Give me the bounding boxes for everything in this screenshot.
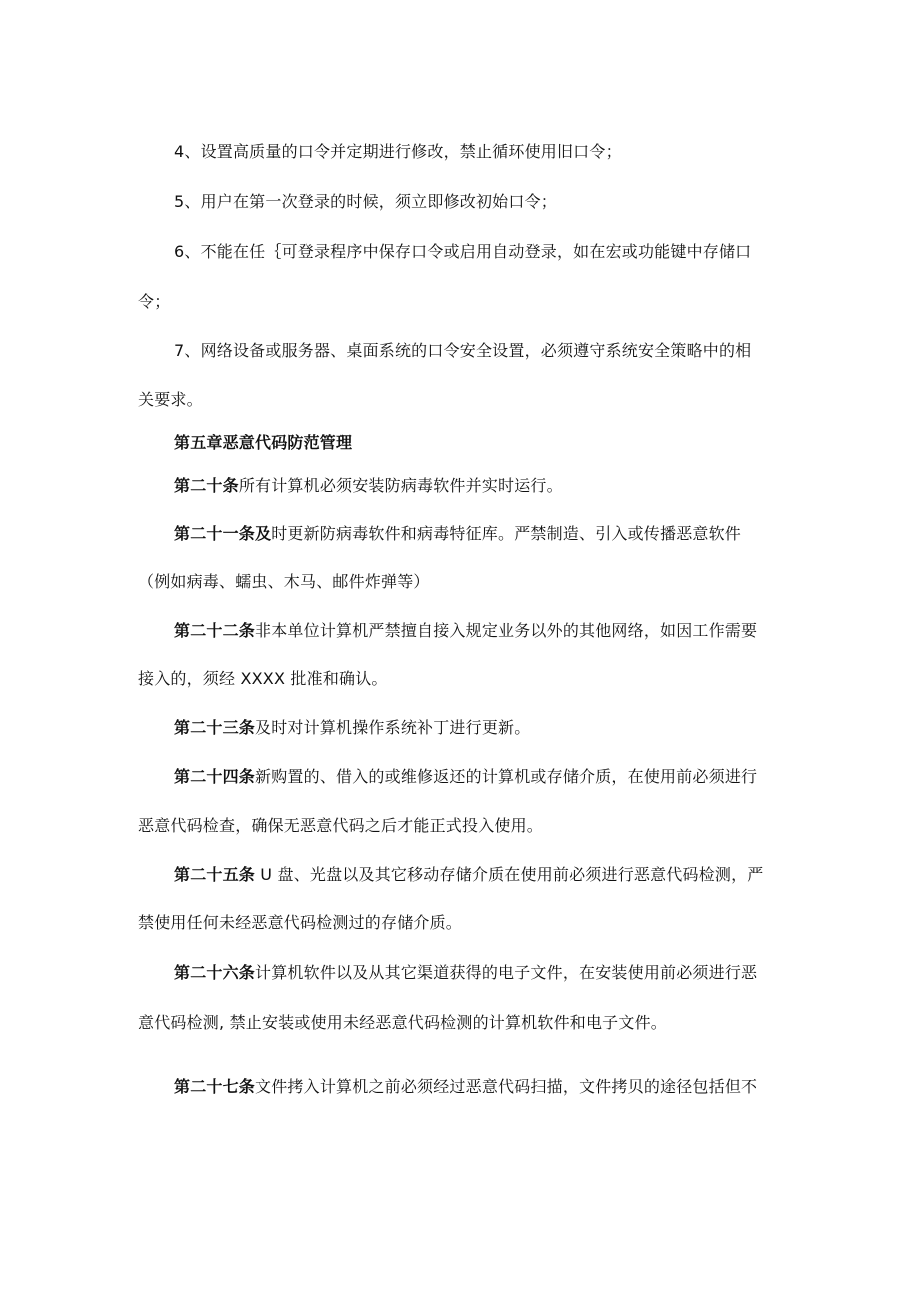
list-item-5: 5、用户在第一次登录的时候，须立即修改初始口令； <box>174 192 557 211</box>
article-21-line2: （例如病毒、蠕虫、木马、邮件炸弹等） <box>138 572 430 591</box>
list-item-7-line2: 关要求。 <box>138 390 203 409</box>
article-26-line2: 意代码检测, 禁止安装或使用未经恶意代码检测的计算机软件和电子文件。 <box>138 1013 667 1032</box>
article-26-line1 <box>174 963 757 983</box>
list-item-6-line1: 6、不能在任｛可登录程序中保存口令或启用自动登录，如在宏或功能键中存储口 <box>174 242 752 261</box>
article-24-line1 <box>174 767 757 787</box>
article-label: 第二十二条 <box>174 621 256 640</box>
article-25-line1 <box>174 865 764 885</box>
article-25-line2: 禁使用任何未经恶意代码检测过的存储介质。 <box>138 913 463 932</box>
article-text: 文件拷入计算机之前必须经过恶意代码扫描，文件拷贝的途径包括但不 <box>255 1077 758 1096</box>
article-text: U 盘、光盘以及其它移动存储介质在使用前必须进行恶意代码检测，严 <box>255 865 764 884</box>
article-label: 第二十四条 <box>174 767 256 786</box>
article-label: 第二十七条 <box>174 1077 256 1096</box>
article-23 <box>174 718 530 738</box>
article-text: 计算机软件以及从其它渠道获得的电子文件，在安装使用前必须进行恶 <box>255 963 758 982</box>
article-label: 第二十五条 <box>174 865 256 884</box>
article-22-line1 <box>174 621 757 641</box>
article-text: 新购置的、借入的或维修返还的计算机或存储介质，在使用前必须进行 <box>255 767 758 786</box>
article-21-line1 <box>174 524 741 544</box>
article-text: 非本单位计算机严禁擅自接入规定业务以外的其他网络，如因工作需要 <box>255 621 758 640</box>
article-label: 第二十一条及 <box>174 524 272 543</box>
article-27-line1 <box>174 1077 757 1097</box>
article-label: 第二十条 <box>174 476 239 495</box>
article-text: 及时对计算机操作系统补丁进行更新。 <box>255 718 531 737</box>
list-item-7-line1: 7、网络设备或服务器、桌面系统的口令安全设置，必须遵守系统安全策略中的相 <box>174 341 752 360</box>
article-24-line2: 恶意代码检查，确保无恶意代码之后才能正式投入使用。 <box>138 816 544 835</box>
article-text: 时更新防病毒软件和病毒特征库。严禁制造、引入或传播恶意软件 <box>271 524 742 543</box>
article-20 <box>174 476 563 496</box>
article-label: 第二十六条 <box>174 963 256 982</box>
article-22-line2: 接入的，须经 XXXX 批准和确认。 <box>138 669 388 688</box>
list-item-4: 4、设置高质量的口令并定期进行修改，禁止循环使用旧口令； <box>174 142 622 161</box>
article-text: 所有计算机必须安装防病毒软件并实时运行。 <box>238 476 563 495</box>
list-item-6-line2: 令； <box>138 292 171 311</box>
chapter-title: 第五章恶意代码防范管理 <box>174 433 353 452</box>
article-label: 第二十三条 <box>174 718 256 737</box>
